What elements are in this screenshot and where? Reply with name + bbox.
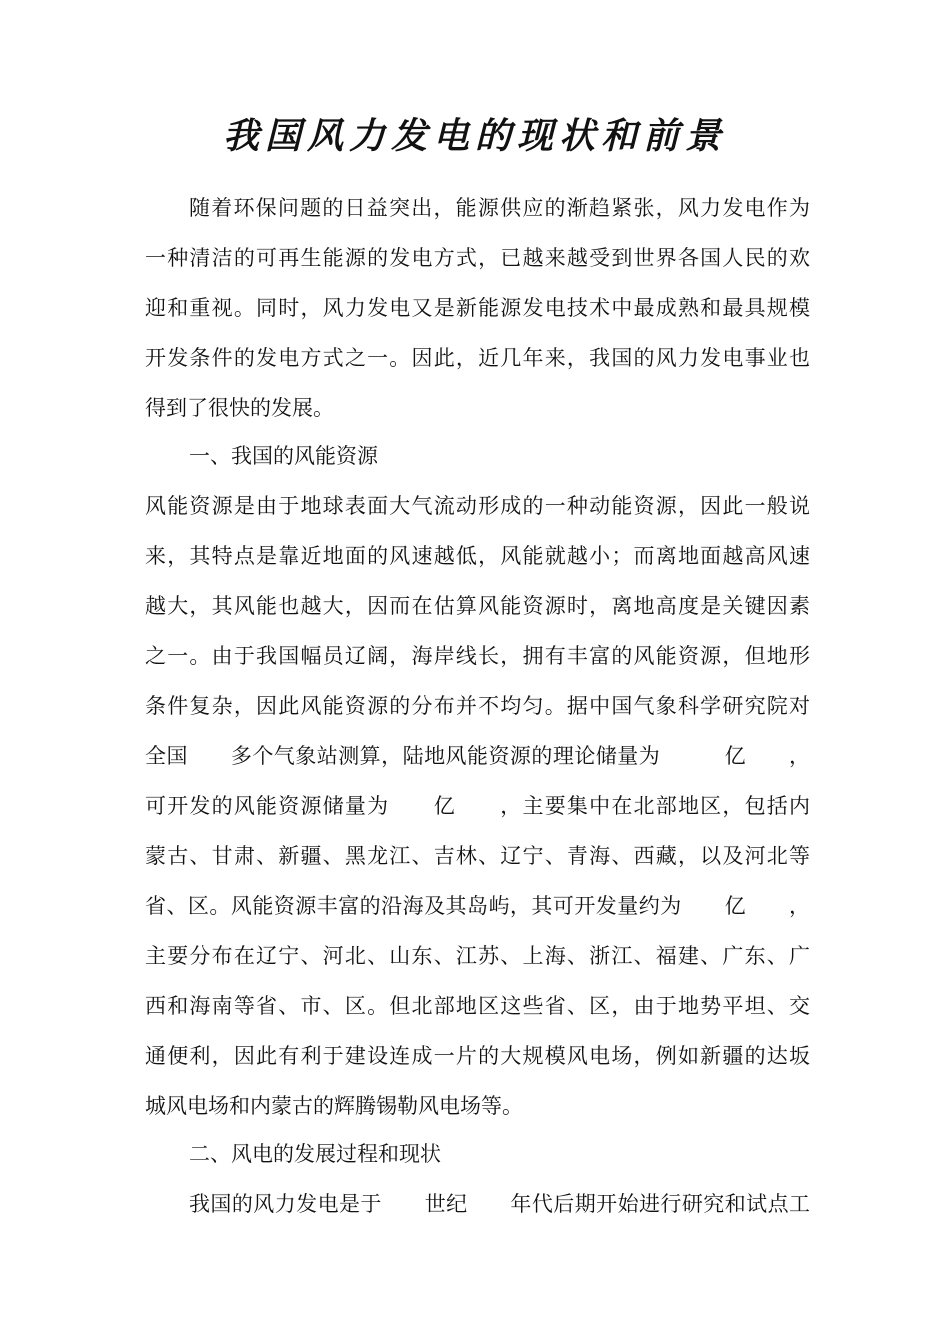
document-title: 我国风力发电的现状和前景	[222, 115, 727, 157]
paragraph-line: 随着环保问题的日益突出，能源供应的渐趋紧张，风力发电作为	[189, 196, 810, 220]
paragraph-line: 可开发的风能资源储量为 亿 ，主要集中在北部地区，包括内	[145, 794, 810, 818]
paragraph-line: 城风电场和内蒙古的辉腾锡勒风电场等。	[145, 1094, 523, 1118]
paragraph-line: 风能资源是由于地球表面大气流动形成的一种动能资源，因此一般说	[145, 494, 810, 518]
paragraph-line: 得到了很快的发展。	[145, 396, 334, 420]
paragraph-line: 来，其特点是靠近地面的风速越低，风能就越小；而离地面越高风速	[145, 544, 810, 568]
paragraph-line: 越大，其风能也越大，因而在估算风能资源时，离地高度是关键因素	[145, 594, 810, 618]
paragraph-line: 西和海南等省、市、区。但北部地区这些省、区，由于地势平坦、交	[145, 994, 810, 1018]
paragraph-line: 主要分布在辽宁、河北、山东、江苏、上海、浙江、福建、广东、广	[145, 944, 810, 968]
paragraph-line: 通便利，因此有利于建设连成一片的大规模风电场，例如新疆的达坂	[145, 1044, 810, 1068]
paragraph-line: 蒙古、甘肃、新疆、黑龙江、吉林、辽宁、青海、西藏，以及河北等	[145, 844, 810, 868]
paragraph-line: 之一。由于我国幅员辽阔，海岸线长，拥有丰富的风能资源，但地形	[145, 644, 810, 668]
section-heading: 一、我国的风能资源	[189, 444, 378, 468]
section-heading: 二、风电的发展过程和现状	[189, 1142, 441, 1166]
paragraph-line: 全国 多个气象站测算，陆地风能资源的理论储量为 亿 ，	[145, 744, 810, 768]
paragraph-line: 省、区。风能资源丰富的沿海及其岛屿，其可开发量约为 亿 ，	[145, 894, 810, 918]
paragraph-line: 一种清洁的可再生能源的发电方式，已越来越受到世界各国人民的欢	[145, 246, 810, 270]
paragraph-line: 开发条件的发电方式之一。因此，近几年来，我国的风力发电事业也	[145, 346, 810, 370]
paragraph-line: 条件复杂，因此风能资源的分布并不均匀。据中国气象科学研究院对	[145, 694, 810, 718]
paragraph-line: 我国的风力发电是于 世纪 年代后期开始进行研究和试点工	[189, 1192, 810, 1216]
paragraph-line: 迎和重视。同时，风力发电又是新能源发电技术中最成熟和最具规模	[145, 296, 810, 320]
